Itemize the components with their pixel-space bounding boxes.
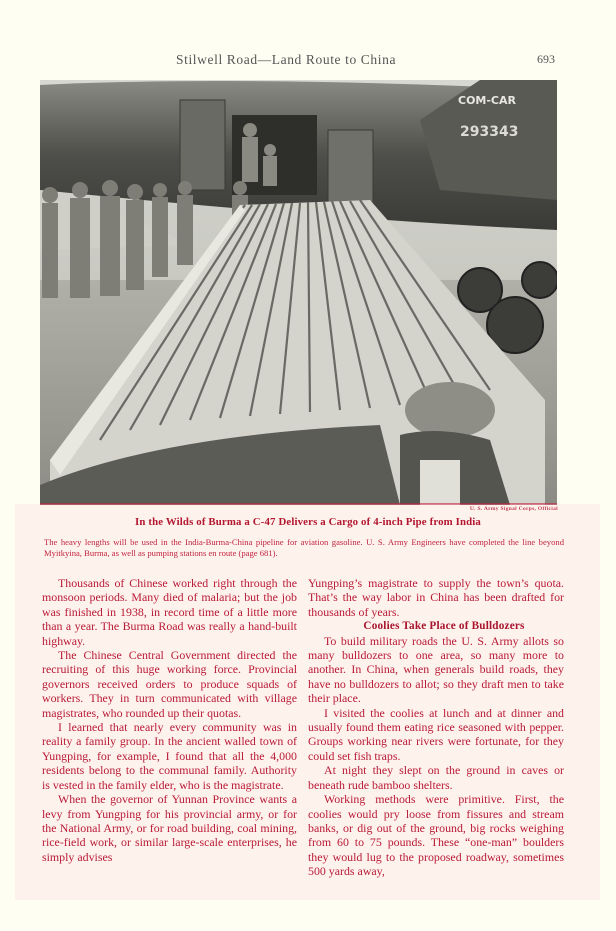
paragraph: Working methods were primitive. First, the coolies would pry loose from fissures and stream banks, or dig out of the ground, big rocks weighing from 60 to 75 pounds. These “one-man” boulders they would lug to the proposed roadway, sometimes 500 yards away,	[308, 792, 564, 879]
paragraph: I visited the coolies at lunch and at dinner and usually found them eating rice seasoned with pepper. Groups working near rivers were fortunate, for they could set fish traps.	[308, 705, 564, 763]
photo-illustration	[40, 80, 557, 505]
tail-marking-top: COM-CAR	[458, 94, 516, 107]
paragraph-continuation: Yungping’s magistrate to supply the town’s quota. That’s the way labor in China has been drafted for thousands of years.	[308, 576, 564, 619]
caption-title: In the Wilds of Burma a C-47 Delivers a Cargo of 4-inch Pipe from India	[135, 516, 481, 528]
photo-credit: U. S. Army Signal Corps, Official	[469, 506, 558, 512]
paragraph: I learned that nearly every community was in reality a family group. In the ancient walled town of Yungping, for example, I found that all the 4,000 residents belong to the communal family. Authority is vested in the family elder, who is the magistrate.	[42, 720, 297, 792]
paragraph: When the governor of Yunnan Province wants a levy from Yungping for his provincial army, or for the National Army, or for road building, coal mining, rice-field work, or similar large-scale enterprises, he simply advises	[42, 792, 297, 864]
running-head	[0, 52, 616, 70]
section-subheading: Coolies Take Place of Bulldozers	[363, 620, 525, 633]
article-column-left	[42, 576, 297, 864]
caption-body: The heavy lengths will be used in the India-Burma-China pipeline for aviation gasoline. U. S. Army Engineers have completed the line beyond Myitkyina, Burma, as well as pumping stations en route (page 681).	[44, 537, 564, 558]
article-column-right	[308, 576, 564, 879]
paragraph: At night they slept on the ground in caves or beneath rude bamboo shelters.	[308, 763, 564, 792]
tail-marking-number: 293343	[460, 124, 519, 140]
page-number: 693	[537, 52, 555, 66]
paragraph: Thousands of Chinese worked right through the monsoon periods. Many died of malaria; but the job was finished in 1938, in record time of a little more than a year. The Burma Road was really a hand-built highway.	[42, 576, 297, 648]
running-title: Stilwell Road—Land Route to China	[176, 52, 397, 67]
cargo-door-left	[180, 100, 225, 190]
photo-c47-pipe-cargo	[40, 80, 557, 505]
paragraph: To build military roads the U. S. Army allots so many bulldozers to one area, so many more to another. In China, when generals build roads, they have no bulldozers to allot; so they draft men to take their place.	[308, 633, 564, 706]
cargo-door-right	[328, 130, 373, 210]
paragraph: The Chinese Central Government directed the recruiting of this huge working force. Provincial governors received orders to produce squads of workers. They in turn communicated with village magistrates, who rounded up their quotas.	[42, 648, 297, 720]
